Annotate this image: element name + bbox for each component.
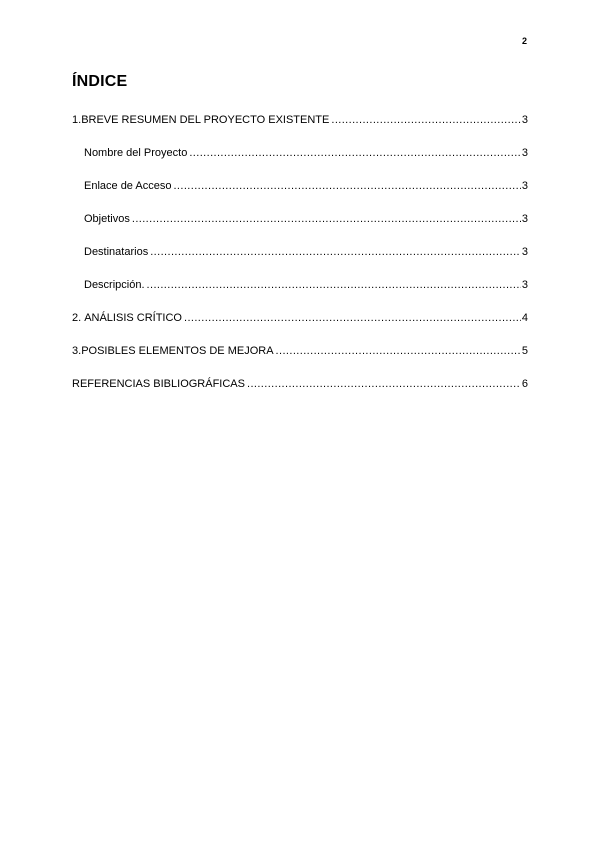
toc-entry-page: 3 [521, 147, 528, 159]
toc-entry-analisis-critico[interactable] [72, 312, 528, 345]
toc-title: ÍNDICE [72, 73, 128, 90]
toc-entry-label: Descripción. [84, 279, 145, 291]
toc-entry-page: 4 [521, 312, 528, 324]
toc-entry-label: POSIBLES ELEMENTOS DE MEJORA [81, 345, 274, 357]
toc-dot-leader [276, 345, 521, 357]
toc-dot-leader [150, 246, 521, 258]
toc-entry-enlace-acceso[interactable] [72, 180, 528, 213]
toc-entry-label: Nombre del Proyecto [84, 147, 188, 159]
toc-entry-number: 2. [72, 312, 82, 324]
toc-dot-leader [189, 147, 521, 159]
toc-dot-leader [184, 312, 521, 324]
toc-dot-leader [132, 213, 521, 225]
toc-entry-page: 3 [521, 180, 528, 192]
toc-dot-leader [173, 180, 520, 192]
toc-entry-posibles-elementos[interactable] [72, 345, 528, 378]
toc-dot-leader [147, 279, 521, 291]
toc-entry-label: BREVE RESUMEN DEL PROYECTO EXISTENTE [81, 114, 330, 126]
toc-dot-leader [247, 378, 521, 390]
toc-entry-descripcion[interactable] [72, 279, 528, 312]
toc-entry-breve-resumen[interactable] [72, 114, 528, 147]
toc-entry-page: 3 [521, 213, 528, 225]
toc-entry-number: 3. [72, 345, 82, 357]
toc-entry-referencias[interactable] [72, 378, 528, 411]
toc-entry-nombre-proyecto[interactable] [72, 147, 528, 180]
toc-entry-page: 6 [521, 378, 528, 390]
toc-entry-destinatarios[interactable] [72, 246, 528, 279]
toc-entry-page: 5 [521, 345, 528, 357]
toc-entry-page: 3 [521, 279, 528, 291]
toc-entry-page: 3 [521, 246, 528, 258]
toc-entry-label: Enlace de Acceso [84, 180, 172, 192]
toc-entry-objetivos[interactable] [72, 213, 528, 246]
toc-entry-number: 1. [72, 114, 82, 126]
toc-entry-page: 3 [521, 114, 528, 126]
toc-entry-label: REFERENCIAS BIBLIOGRÁFICAS [72, 378, 245, 390]
toc-entry-label: Objetivos [84, 213, 130, 225]
table-of-contents [72, 114, 528, 411]
toc-entry-label: ANÁLISIS CRÍTICO [84, 312, 182, 324]
toc-entry-label: Destinatarios [84, 246, 149, 258]
page-number: 2 [521, 36, 527, 46]
toc-dot-leader [331, 114, 521, 126]
